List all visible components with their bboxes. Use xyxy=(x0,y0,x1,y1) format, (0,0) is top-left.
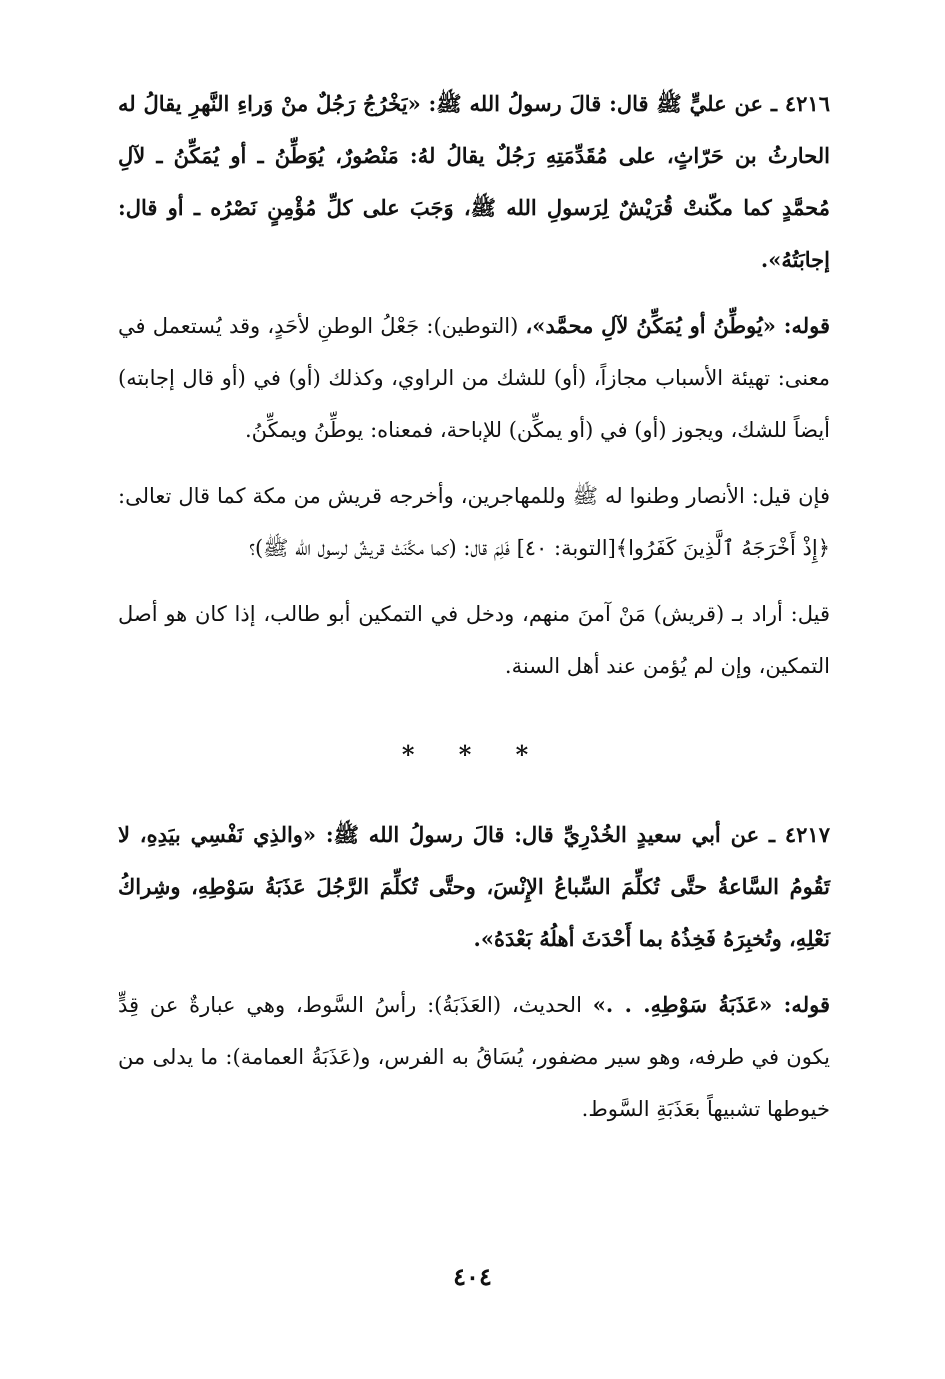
commentary-lead: قوله: «عَذَبَةُ سَوْطِهِ. . .» xyxy=(592,992,830,1017)
commentary-paragraph: قيل: أراد بـ (قريش) مَنْ آمنَ منهم، ودخل في التمكين أبو طالب، إذا كان هو أصل التمكين، وإن لم يُؤمن عند أهل السنة. xyxy=(118,602,830,678)
commentary-text: (التوطين): جَعْلُ الوطنِ لأحَدٍ، وقد يُستعمل في معنى: تهيئة الأسباب مجازاً، (أو) للشك من الراوي، وكذلك (أو) في (أو قال إجابته) أيضاً للشك، ويجوز (أو) في (أو يمكِّن) للإباحة، فمعناه: يوطِّنُ ويمكِّنُ. xyxy=(118,314,830,442)
page-number: ٤٠٤ xyxy=(453,1262,492,1291)
commentary-text: الحديث، (العَذَبَةُ): رأسُ السَّوط، وهي عبارةٌ عن قِدٍّ يكون في طرفه، وهو سير مضفور، يُسَاقُ به الفرس، و(عَذَبَةُ العمامة): ما يدلى من خيوطها تشبيهاً بعَذَبَةِ السَّوط. xyxy=(118,993,830,1121)
hadith-4216: ٤٢١٦ ـ عن عليٍّ ﷺ قال: قالَ رسولُ الله ﷺ: «يَخْرُجُ رَجُلٌ منْ وَراءِ النَّهرِ يقالُ له الحارثُ بن حَرّاثٍ، على مُقَدِّمَتِهِ رَجُلٌ يقالُ لهُ: مَنْصُورٌ، يُوَطِّنُ ـ أو يُمَكِّنُ ـ لآلِ مُحمَّدٍ كما مكّنتْ قُرَيْشٌ لِرَسولِ الله ﷺ، وَجَبَ على كلِّ مُؤْمِنٍ نَصْرُه ـ أو قال: إجابَتُهُ». xyxy=(118,91,830,272)
section-separator: * * * xyxy=(401,740,547,769)
page-body xyxy=(118,78,830,1135)
hadith-4217: ٤٢١٧ ـ عن أبي سعيدٍ الخُدْرِيِّ قال: قالَ رسولُ الله ﷺ: «والذِي نَفْسِي بيَدِهِ، لا تَقُومُ السَّاعةُ حتَّى تُكلِّمَ السِّباعُ الإِنْسَ، وحتَّى تُكلِّمَ الرَّجُلَ عَذَبَةُ سَوْطِهِ، وشِراكُ نَعْلِهِ، وتُخبِرَهُ فَخِذُهُ بما أَحْدَثَ أهلُهُ بَعْدَهُ». xyxy=(118,822,830,951)
commentary-paragraph xyxy=(118,300,830,456)
commentary-lead: قوله: «يُوطِّنُ أو يُمَكِّنُ لآلِ محمَّد»، xyxy=(525,313,830,338)
commentary-paragraph: فإن قيل: الأنصار وطنوا له ﷺ وللمهاجرين، وأخرجه قريش من مكة كما قال تعالى: ﴿إِذْ أَخْرَجَهُ ٱلَّذِينَ كَفَرُوا﴾[التوبة: ٤٠] فَلِمَ قال: (كما مكَّنَتْ قريشٌ لرسول الله ﷺ)؟ xyxy=(118,484,830,560)
commentary-paragraph xyxy=(118,979,830,1135)
